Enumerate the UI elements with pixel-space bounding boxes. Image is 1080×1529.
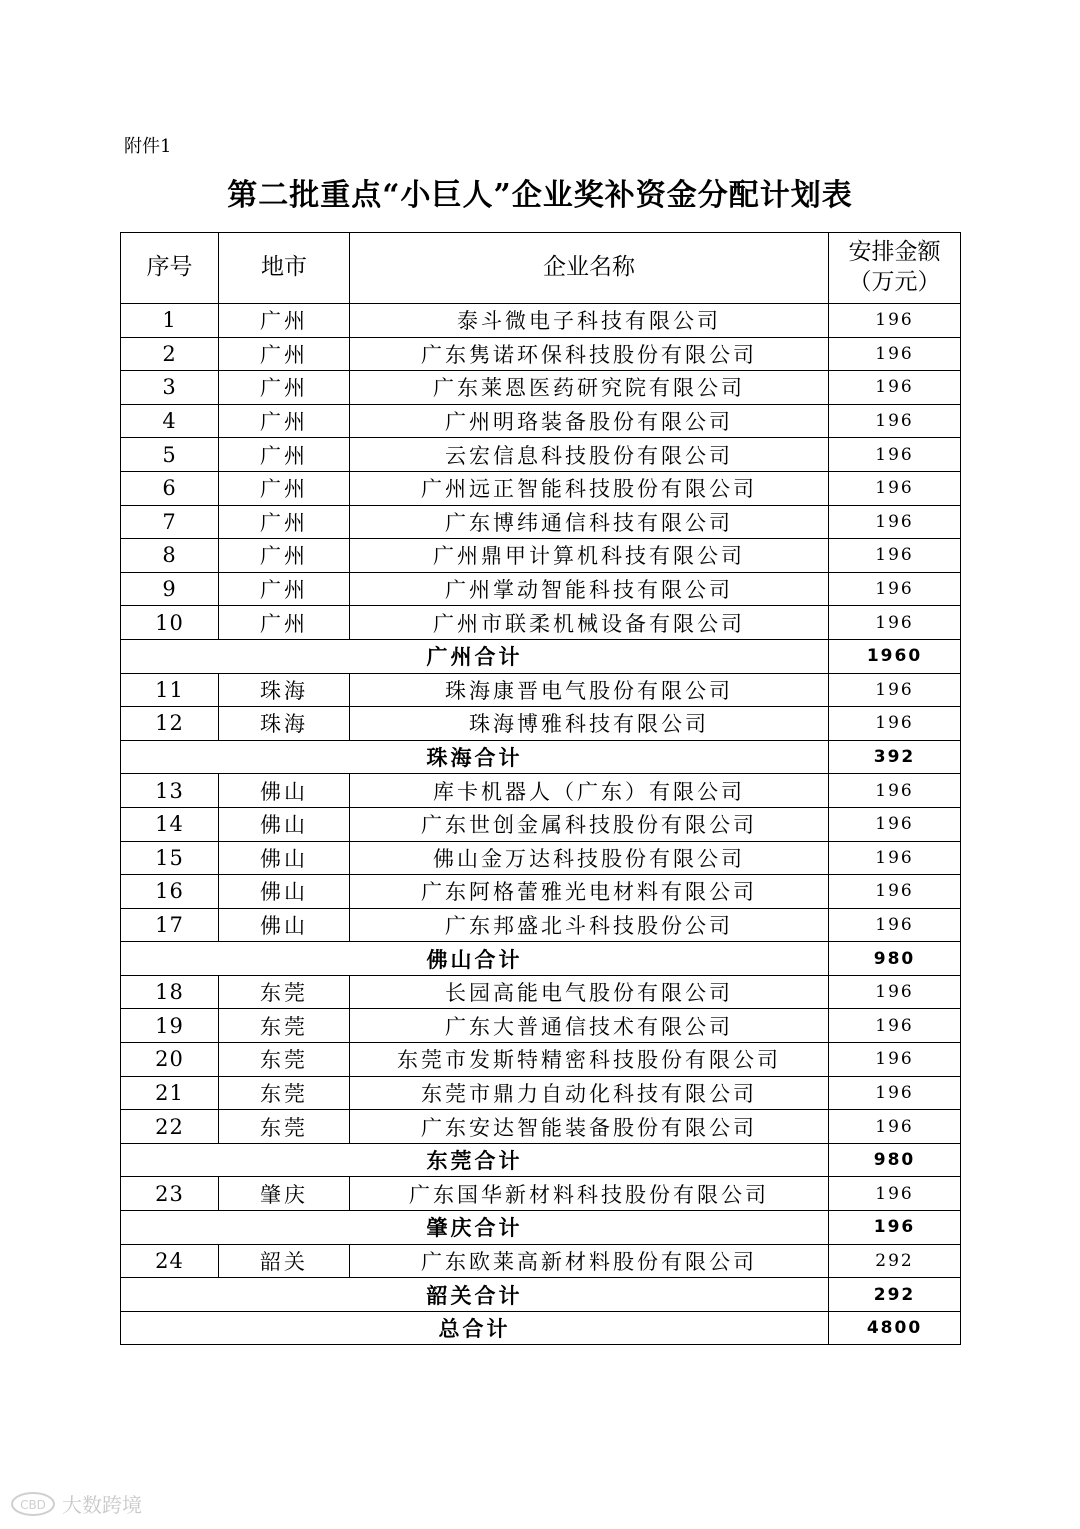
table-row — [121, 1043, 961, 1077]
city-cell: 广州 — [219, 304, 350, 338]
city-cell: 东莞 — [219, 1043, 350, 1077]
table-row — [121, 875, 961, 909]
svg-text:CBD: CBD — [20, 1497, 46, 1512]
table-row — [121, 371, 961, 405]
index-cell: 7 — [121, 505, 219, 539]
watermark-text: 大数跨境 — [62, 1493, 142, 1517]
attachment-label: 附件1 — [124, 136, 172, 157]
table-row — [121, 471, 961, 505]
amount-cell: 196 — [829, 673, 961, 707]
header-amount-line1: 安排金额 — [848, 239, 941, 266]
table-row — [121, 975, 961, 1009]
subtotal-row — [121, 1143, 961, 1177]
index-cell: 8 — [121, 539, 219, 573]
company-cell: 广东欧莱高新材料股份有限公司 — [350, 1244, 829, 1278]
table-row — [121, 908, 961, 942]
index-cell: 24 — [121, 1244, 219, 1278]
table-row — [121, 673, 961, 707]
company-cell: 广东莱恩医药研究院有限公司 — [350, 371, 829, 405]
watermark — [10, 1489, 142, 1518]
city-cell: 佛山 — [219, 774, 350, 808]
index-cell: 2 — [121, 337, 219, 371]
index-cell: 12 — [121, 707, 219, 741]
amount-cell: 196 — [829, 304, 961, 338]
table-row — [121, 1177, 961, 1211]
company-cell: 广东安达智能装备股份有限公司 — [350, 1110, 829, 1144]
index-cell: 16 — [121, 875, 219, 909]
index-cell: 14 — [121, 807, 219, 841]
amount-cell: 196 — [829, 438, 961, 472]
company-cell: 广东大普通信技术有限公司 — [350, 1009, 829, 1043]
table-row — [121, 606, 961, 640]
amount-cell: 196 — [829, 975, 961, 1009]
subtotal-amount: 196 — [829, 1211, 961, 1245]
table-row — [121, 707, 961, 741]
index-cell: 13 — [121, 774, 219, 808]
index-cell: 4 — [121, 404, 219, 438]
subtotal-row — [121, 942, 961, 976]
table-row — [121, 1110, 961, 1144]
table-row — [121, 1076, 961, 1110]
company-cell: 东莞市发斯特精密科技股份有限公司 — [350, 1043, 829, 1077]
city-cell: 肇庆 — [219, 1177, 350, 1211]
subtotal-label: 东莞合计 — [121, 1143, 829, 1177]
subtotal-label: 佛山合计 — [121, 942, 829, 976]
index-cell: 17 — [121, 908, 219, 942]
amount-cell: 196 — [829, 807, 961, 841]
amount-cell: 196 — [829, 505, 961, 539]
city-cell: 东莞 — [219, 1110, 350, 1144]
index-cell: 20 — [121, 1043, 219, 1077]
table-header-row — [121, 233, 961, 304]
company-cell: 珠海博雅科技有限公司 — [350, 707, 829, 741]
company-cell: 泰斗微电子科技有限公司 — [350, 304, 829, 338]
index-cell: 1 — [121, 304, 219, 338]
index-cell: 6 — [121, 471, 219, 505]
amount-cell: 196 — [829, 908, 961, 942]
amount-cell: 196 — [829, 1076, 961, 1110]
index-cell: 11 — [121, 673, 219, 707]
subtotal-amount: 392 — [829, 740, 961, 774]
city-cell: 东莞 — [219, 1009, 350, 1043]
subtotal-amount: 292 — [829, 1278, 961, 1312]
subtotal-label: 广州合计 — [121, 639, 829, 673]
subtotal-amount: 980 — [829, 1143, 961, 1177]
index-cell: 19 — [121, 1009, 219, 1043]
subtotal-amount: 4800 — [829, 1311, 961, 1345]
amount-cell: 292 — [829, 1244, 961, 1278]
amount-cell: 196 — [829, 1009, 961, 1043]
company-cell: 长园高能电气股份有限公司 — [350, 975, 829, 1009]
table-row — [121, 774, 961, 808]
company-cell: 广东隽诺环保科技股份有限公司 — [350, 337, 829, 371]
city-cell: 东莞 — [219, 1076, 350, 1110]
table-body — [121, 304, 961, 1345]
amount-cell: 196 — [829, 539, 961, 573]
table-row — [121, 438, 961, 472]
amount-cell: 196 — [829, 1177, 961, 1211]
city-cell: 广州 — [219, 572, 350, 606]
brand-logo-icon — [10, 1491, 56, 1517]
city-cell: 广州 — [219, 539, 350, 573]
index-cell: 9 — [121, 572, 219, 606]
company-cell: 广州鼎甲计算机科技有限公司 — [350, 539, 829, 573]
company-cell: 珠海康晋电气股份有限公司 — [350, 673, 829, 707]
amount-cell: 196 — [829, 471, 961, 505]
city-cell: 广州 — [219, 505, 350, 539]
index-cell: 23 — [121, 1177, 219, 1211]
amount-cell: 196 — [829, 1043, 961, 1077]
amount-cell: 196 — [829, 875, 961, 909]
city-cell: 佛山 — [219, 875, 350, 909]
city-cell: 珠海 — [219, 707, 350, 741]
index-cell: 22 — [121, 1110, 219, 1144]
index-cell: 18 — [121, 975, 219, 1009]
amount-cell: 196 — [829, 606, 961, 640]
company-cell: 广东邦盛北斗科技股份公司 — [350, 908, 829, 942]
amount-cell: 196 — [829, 337, 961, 371]
table-row — [121, 1009, 961, 1043]
company-cell: 广东阿格蕾雅光电材料有限公司 — [350, 875, 829, 909]
city-cell: 珠海 — [219, 673, 350, 707]
page-title: 第二批重点“小巨人”企业奖补资金分配计划表 — [227, 178, 853, 213]
city-cell: 佛山 — [219, 807, 350, 841]
city-cell: 广州 — [219, 471, 350, 505]
company-cell: 云宏信息科技股份有限公司 — [350, 438, 829, 472]
company-cell: 广州市联柔机械设备有限公司 — [350, 606, 829, 640]
city-cell: 韶关 — [219, 1244, 350, 1278]
city-cell: 广州 — [219, 438, 350, 472]
city-cell: 广州 — [219, 337, 350, 371]
company-cell: 广州明珞装备股份有限公司 — [350, 404, 829, 438]
subtotal-amount: 980 — [829, 942, 961, 976]
index-cell: 21 — [121, 1076, 219, 1110]
company-cell: 广州远正智能科技股份有限公司 — [350, 471, 829, 505]
subtotal-amount: 1960 — [829, 639, 961, 673]
table-row — [121, 572, 961, 606]
city-cell: 东莞 — [219, 975, 350, 1009]
amount-cell: 196 — [829, 707, 961, 741]
header-company: 企业名称 — [350, 233, 829, 304]
company-cell: 广东国华新材料科技股份有限公司 — [350, 1177, 829, 1211]
amount-cell: 196 — [829, 841, 961, 875]
subtotal-label: 韶关合计 — [121, 1278, 829, 1312]
index-cell: 5 — [121, 438, 219, 472]
amount-cell: 196 — [829, 774, 961, 808]
company-cell: 东莞市鼎力自动化科技有限公司 — [350, 1076, 829, 1110]
city-cell: 广州 — [219, 404, 350, 438]
city-cell: 佛山 — [219, 841, 350, 875]
table-row — [121, 807, 961, 841]
company-cell: 广东世创金属科技股份有限公司 — [350, 807, 829, 841]
subtotal-row — [121, 639, 961, 673]
header-amount — [829, 233, 961, 304]
city-cell: 佛山 — [219, 908, 350, 942]
company-cell: 广州掌动智能科技有限公司 — [350, 572, 829, 606]
table-row — [121, 505, 961, 539]
allocation-table — [120, 232, 961, 1345]
table-row — [121, 404, 961, 438]
header-index: 序号 — [121, 233, 219, 304]
amount-cell: 196 — [829, 1110, 961, 1144]
table-row — [121, 539, 961, 573]
index-cell: 3 — [121, 371, 219, 405]
table-row — [121, 841, 961, 875]
amount-cell: 196 — [829, 371, 961, 405]
header-city: 地市 — [219, 233, 350, 304]
subtotal-label: 珠海合计 — [121, 740, 829, 774]
subtotal-label: 总合计 — [121, 1311, 829, 1345]
amount-cell: 196 — [829, 404, 961, 438]
subtotal-row — [121, 1278, 961, 1312]
header-amount-line2: （万元） — [848, 269, 941, 295]
amount-cell: 196 — [829, 572, 961, 606]
index-cell: 10 — [121, 606, 219, 640]
company-cell: 佛山金万达科技股份有限公司 — [350, 841, 829, 875]
subtotal-row — [121, 1311, 961, 1345]
table-row — [121, 337, 961, 371]
subtotal-label: 肇庆合计 — [121, 1211, 829, 1245]
subtotal-row — [121, 1211, 961, 1245]
city-cell: 广州 — [219, 606, 350, 640]
company-cell: 库卡机器人（广东）有限公司 — [350, 774, 829, 808]
table-row — [121, 304, 961, 338]
city-cell: 广州 — [219, 371, 350, 405]
subtotal-row — [121, 740, 961, 774]
table-row — [121, 1244, 961, 1278]
company-cell: 广东博纬通信科技有限公司 — [350, 505, 829, 539]
index-cell: 15 — [121, 841, 219, 875]
